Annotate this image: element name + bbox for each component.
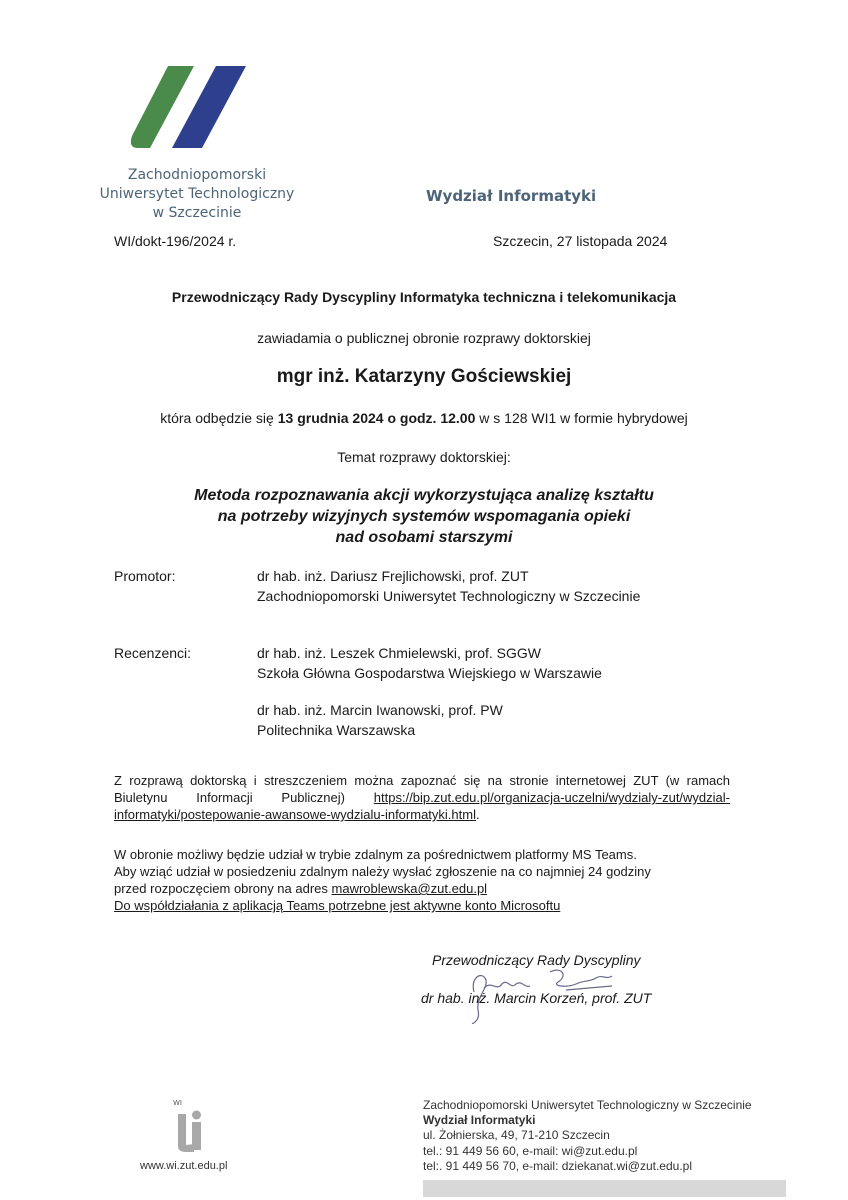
remote-line3-prefix: przed rozpoczęciem obrony na adres xyxy=(114,881,332,896)
registration-email-link[interactable]: mawroblewska@zut.edu.pl xyxy=(331,881,488,896)
remote-line2: Aby wziąć udział w posiedzeniu zdalnym należy wysłać zgłoszenie na co najmniej 24 godziny xyxy=(114,864,651,879)
reviewer1-name: dr hab. inż. Leszek Chmielewski, prof. SGGW xyxy=(257,645,541,661)
announcement-heading: Przewodniczący Rady Dyscypliny Informatyka techniczna i telekomunikacja xyxy=(171,289,677,305)
remote-line3 xyxy=(114,880,730,897)
footer-faculty: Wydział Informatyki xyxy=(423,1113,536,1127)
reviewer2-affiliation: Politechnika Warszawska xyxy=(257,722,416,738)
university-name-line3: w Szczecinie xyxy=(152,205,242,221)
promotor-affiliation: Zachodniopomorski Uniwersytet Technologiczny w Szczecinie xyxy=(257,588,641,604)
footer-contact-1: tel.: 91 449 56 60, e-mail: wi@zut.edu.pl xyxy=(423,1144,638,1158)
document-date: Szczecin, 27 listopada 2024 xyxy=(493,233,668,249)
zut-logo-icon xyxy=(128,66,258,148)
footer-website[interactable]: www.wi.zut.edu.pl xyxy=(140,1160,228,1172)
footer-address: ul. Żołnierska, 49, 71-210 Szczecin xyxy=(423,1128,610,1142)
announcement-text: zawiadamia o publicznej obronie rozprawy doktorskiej xyxy=(257,330,591,346)
promotor-name: dr hab. inż. Dariusz Frejlichowski, prof. ZUT xyxy=(257,568,529,584)
info-end: . xyxy=(475,807,480,822)
info-paragraph xyxy=(114,772,730,823)
reviewer2-name: dr hab. inż. Marcin Iwanowski, prof. PW xyxy=(257,702,503,718)
footer-contact-2: tel:. 91 449 56 70, e-mail: dziekanat.wi@zut.edu.pl xyxy=(423,1159,693,1173)
topic-label: Temat rozprawy doktorskiej: xyxy=(337,449,511,465)
footer-university: Zachodniopomorski Uniwersytet Technologiczny w Szczecinie xyxy=(423,1098,752,1112)
reviewers-label: Recenzenci: xyxy=(114,645,192,661)
defense-schedule xyxy=(60,410,788,426)
footer-bar xyxy=(423,1180,786,1197)
remote-line1: W obronie możliwy będzie udział w trybie zdalnym za pośrednictwem platformy MS Teams. xyxy=(114,847,637,862)
wi-logo-icon xyxy=(172,1098,206,1152)
candidate-name: mgr inż. Katarzyny Gościewskiej xyxy=(276,366,572,387)
thesis-title-line2: na potrzeby wizyjnych systemów wspomagania opieki xyxy=(217,508,631,525)
promotor-label: Promotor: xyxy=(114,568,176,584)
thesis-title-line3: nad osobami starszymi xyxy=(335,529,513,546)
bip-link[interactable]: https://bip.zut.edu.pl/organizacja-uczelni/wydzialy-zut/wydzial-informatyki/postepowanie-awansowe-wydzialu-informatyki.html xyxy=(114,790,730,822)
signatory-name: dr hab. inż. Marcin Korzeń, prof. ZUT xyxy=(421,990,652,1006)
document-reference: WI/dokt-196/2024 r. xyxy=(114,233,237,249)
reviewer1-affiliation: Szkoła Główna Gospodarstwa Wiejskiego w Warszawie xyxy=(257,665,602,681)
info-text: Z rozprawą doktorską i streszczeniem można zapoznać się na stronie internetowej ZUT (w ramach Biuletynu Informacji Publicznej) xyxy=(114,773,730,805)
schedule-prefix: która odbędzie się xyxy=(160,410,278,426)
remote-paragraph xyxy=(114,846,730,914)
university-name-line1: Zachodniopomorski xyxy=(127,167,267,183)
wi-logo-text: WI xyxy=(173,1099,182,1107)
schedule-suffix: w s 128 WI1 w formie hybrydowej xyxy=(475,410,688,426)
thesis-title-line1: Metoda rozpoznawania akcji wykorzystująca analizę kształtu xyxy=(194,487,654,504)
signatory-title: Przewodniczący Rady Dyscypliny xyxy=(432,952,641,968)
university-name-line2: Uniwersytet Technologiczny xyxy=(99,186,295,202)
teams-account-note: Do współdziałania z aplikacją Teams potrzebne jest aktywne konto Microsoftu xyxy=(114,898,561,913)
faculty-title: Wydział Informatyki xyxy=(426,187,597,205)
schedule-datetime: 13 grudnia 2024 o godz. 12.00 xyxy=(277,410,476,426)
